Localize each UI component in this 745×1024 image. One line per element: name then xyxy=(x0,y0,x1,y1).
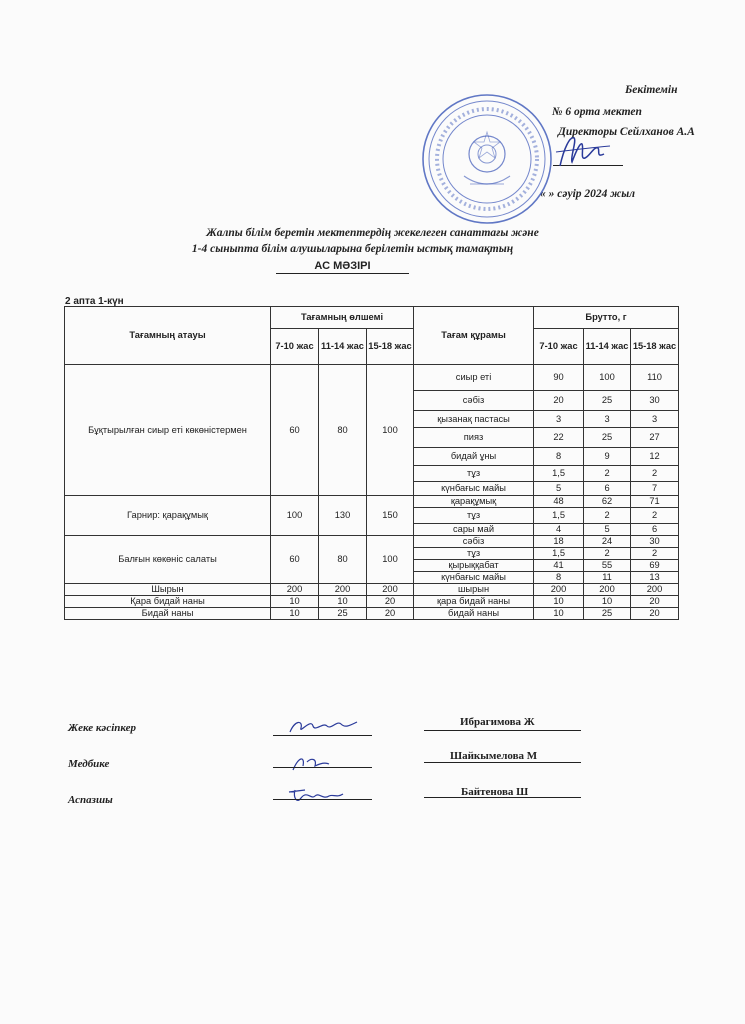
brutto-value: 10 xyxy=(534,596,584,608)
approval-director: Директоры Сейлханов А.А xyxy=(558,126,695,138)
dish-name: Гарнир: қарақұмық xyxy=(65,496,271,536)
portion-size: 20 xyxy=(367,596,414,608)
ingredient-name: бидай ұны xyxy=(414,448,534,466)
brutto-value: 20 xyxy=(534,391,584,411)
portion-size: 10 xyxy=(319,596,367,608)
ingredient-name: пияз xyxy=(414,428,534,448)
portion-size: 60 xyxy=(271,536,319,584)
signature-line xyxy=(273,799,372,800)
menu-row xyxy=(65,608,679,620)
brutto-value: 3 xyxy=(631,411,679,428)
brutto-value: 2 xyxy=(631,548,679,560)
brutto-value: 13 xyxy=(631,572,679,584)
brutto-value: 11 xyxy=(584,572,631,584)
portion-size: 60 xyxy=(271,365,319,496)
header-portion-age: 15-18 жас xyxy=(367,329,414,365)
dish-name: Бидай наны xyxy=(65,608,271,620)
brutto-value: 27 xyxy=(631,428,679,448)
dish-name: Қара бидай наны xyxy=(65,596,271,608)
header-portion: Тағамның өлшемі xyxy=(271,307,414,329)
brutto-value: 5 xyxy=(584,524,631,536)
menu-row xyxy=(65,584,679,596)
dish-name: Балғын көкөніс салаты xyxy=(65,536,271,584)
brutto-value: 24 xyxy=(584,536,631,548)
brutto-value: 200 xyxy=(631,584,679,596)
brutto-value: 12 xyxy=(631,448,679,466)
portion-size: 100 xyxy=(367,365,414,496)
name-line xyxy=(424,762,581,763)
portion-size: 10 xyxy=(271,596,319,608)
brutto-value: 90 xyxy=(534,365,584,391)
signature-role: Аспазшы xyxy=(68,794,113,806)
header-brutto-age: 11-14 жас xyxy=(584,329,631,365)
menu-title-text: АС МӘЗІРІ xyxy=(276,260,408,274)
brutto-value: 22 xyxy=(534,428,584,448)
brutto-value: 6 xyxy=(631,524,679,536)
brutto-value: 71 xyxy=(631,496,679,508)
brutto-value: 1,5 xyxy=(534,548,584,560)
brutto-value: 9 xyxy=(584,448,631,466)
header-brutto-age: 7-10 жас xyxy=(534,329,584,365)
brutto-value: 25 xyxy=(584,428,631,448)
portion-size: 100 xyxy=(271,496,319,536)
signature-line xyxy=(273,767,372,768)
brutto-value: 2 xyxy=(584,548,631,560)
name-line xyxy=(424,797,581,798)
ingredient-name: қара бидай наны xyxy=(414,596,534,608)
ingredient-name: күнбағыс майы xyxy=(414,572,534,584)
approval-date: « » сәуір 2024 жыл xyxy=(540,188,636,200)
signature-role: Медбике xyxy=(68,758,110,770)
brutto-value: 20 xyxy=(631,596,679,608)
ingredient-name: тұз xyxy=(414,548,534,560)
ingredient-name: сәбіз xyxy=(414,536,534,548)
brutto-value: 20 xyxy=(631,608,679,620)
portion-size: 10 xyxy=(271,608,319,620)
header-brutto-age: 15-18 жас xyxy=(631,329,679,365)
brutto-value: 55 xyxy=(584,560,631,572)
brutto-value: 3 xyxy=(584,411,631,428)
ingredient-name: сары май xyxy=(414,524,534,536)
director-signature-icon xyxy=(552,128,612,173)
header-composition: Тағам құрамы xyxy=(414,307,534,365)
brutto-value: 8 xyxy=(534,572,584,584)
brutto-value: 25 xyxy=(584,608,631,620)
official-stamp-icon xyxy=(420,92,555,227)
brutto-value: 200 xyxy=(584,584,631,596)
brutto-value: 1,5 xyxy=(534,508,584,524)
signature-name: Ибрагимова Ж xyxy=(460,716,535,728)
week-day-label: 2 апта 1-күн xyxy=(65,296,124,307)
brutto-value: 110 xyxy=(631,365,679,391)
menu-body xyxy=(65,365,679,620)
menu-row xyxy=(65,365,679,391)
header-brutto: Брутто, г xyxy=(534,307,679,329)
portion-size: 20 xyxy=(367,608,414,620)
title-line-2: 1-4 сыныпта білім алушыларына берілетін ыстық тамақтың xyxy=(191,243,514,255)
brutto-value: 10 xyxy=(584,596,631,608)
ingredient-name: қырыққабат xyxy=(414,560,534,572)
brutto-value: 5 xyxy=(534,482,584,496)
brutto-value: 6 xyxy=(584,482,631,496)
approval-heading: Бекітемін xyxy=(625,84,678,96)
signature-name: Байтенова Ш xyxy=(461,786,529,798)
signature-icon xyxy=(285,786,365,808)
dish-name: Шырын xyxy=(65,584,271,596)
ingredient-name: тұз xyxy=(414,466,534,482)
portion-size: 25 xyxy=(319,608,367,620)
brutto-value: 7 xyxy=(631,482,679,496)
portion-size: 80 xyxy=(319,365,367,496)
ingredient-name: бидай наны xyxy=(414,608,534,620)
ingredient-name: сәбіз xyxy=(414,391,534,411)
brutto-value: 62 xyxy=(584,496,631,508)
brutto-value: 4 xyxy=(534,524,584,536)
ingredient-name: қарақұмық xyxy=(414,496,534,508)
brutto-value: 200 xyxy=(534,584,584,596)
brutto-value: 2 xyxy=(584,466,631,482)
brutto-value: 30 xyxy=(631,391,679,411)
portion-size: 200 xyxy=(271,584,319,596)
header-portion-age: 11-14 жас xyxy=(319,329,367,365)
signature-name: Шайкымелова М xyxy=(450,750,538,762)
brutto-value: 2 xyxy=(631,508,679,524)
brutto-value: 25 xyxy=(584,391,631,411)
brutto-value: 48 xyxy=(534,496,584,508)
brutto-value: 100 xyxy=(584,365,631,391)
menu-row xyxy=(65,496,679,508)
portion-size: 150 xyxy=(367,496,414,536)
ingredient-name: шырын xyxy=(414,584,534,596)
brutto-value: 2 xyxy=(584,508,631,524)
brutto-value: 10 xyxy=(534,608,584,620)
portion-size: 130 xyxy=(319,496,367,536)
brutto-value: 8 xyxy=(534,448,584,466)
signature-icon xyxy=(285,752,365,774)
menu-title xyxy=(0,260,715,272)
name-line xyxy=(424,730,581,731)
signature-line xyxy=(273,735,372,736)
menu-table xyxy=(64,306,679,620)
dish-name: Бұқтырылған сиыр еті көкөністермен xyxy=(65,365,271,496)
portion-size: 80 xyxy=(319,536,367,584)
ingredient-name: күнбағыс майы xyxy=(414,482,534,496)
portion-size: 200 xyxy=(367,584,414,596)
portion-size: 100 xyxy=(367,536,414,584)
brutto-value: 1,5 xyxy=(534,466,584,482)
header-dish-name: Тағамның атауы xyxy=(65,307,271,365)
menu-row xyxy=(65,596,679,608)
menu-row xyxy=(65,536,679,548)
header-portion-age: 7-10 жас xyxy=(271,329,319,365)
ingredient-name: тұз xyxy=(414,508,534,524)
brutto-value: 18 xyxy=(534,536,584,548)
brutto-value: 3 xyxy=(534,411,584,428)
title-line-1: Жалпы білім беретін мектептердің жекелеген санаттағы және xyxy=(206,227,539,239)
portion-size: 200 xyxy=(319,584,367,596)
ingredient-name: сиыр еті xyxy=(414,365,534,391)
signature-role: Жеке кәсіпкер xyxy=(68,722,137,734)
brutto-value: 41 xyxy=(534,560,584,572)
approval-school: № 6 орта мектеп xyxy=(552,106,642,118)
brutto-value: 2 xyxy=(631,466,679,482)
brutto-value: 30 xyxy=(631,536,679,548)
brutto-value: 69 xyxy=(631,560,679,572)
ingredient-name: қызанақ пастасы xyxy=(414,411,534,428)
